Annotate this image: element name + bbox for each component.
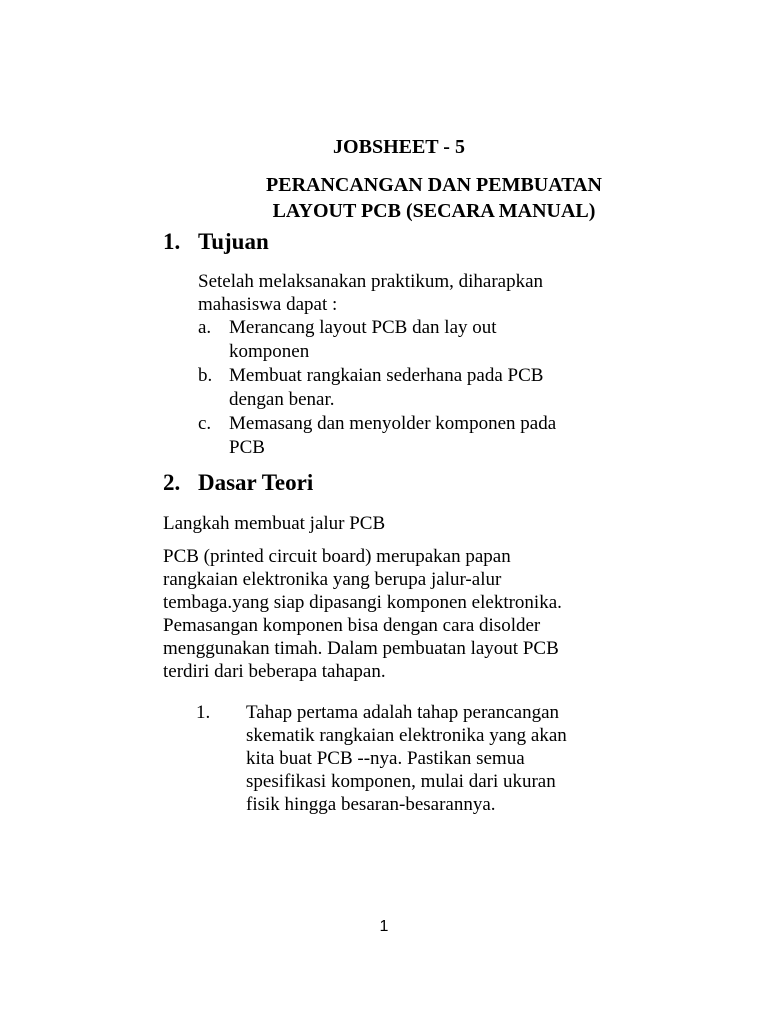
step-marker: 1. [196, 702, 211, 723]
subtitle-line: LAYOUT PCB (SECARA MANUAL) [272, 200, 596, 222]
step-item [193, 701, 633, 816]
list-item-text [229, 316, 497, 364]
paragraph-line: tembaga.yang siap dipasangi komponen elektronika. [163, 592, 562, 613]
theory-paragraph [163, 545, 653, 683]
paragraph-line: terdiri dari beberapa tahapan. [163, 661, 386, 682]
objective-list [198, 316, 638, 460]
list-item-text [229, 412, 556, 460]
section-heading-tujuan [163, 229, 269, 255]
list-item [198, 412, 638, 460]
document-subtitle [200, 172, 668, 224]
list-item-line: komponen [229, 341, 310, 362]
list-item-line: Memasang dan menyolder komponen pada [229, 413, 557, 434]
page-number: 1 [379, 918, 389, 935]
subtitle-line: PERANCANGAN DAN PEMBUATAN [266, 174, 602, 196]
step-line: spesifikasi komponen, mulai dari ukuran [246, 771, 556, 792]
list-marker: c. [198, 413, 212, 434]
list-item-line: PCB [229, 437, 265, 458]
section-number: 2. [163, 470, 181, 495]
section2-subheading: Langkah membuat jalur PCB [163, 513, 386, 534]
section-number: 1. [163, 229, 181, 254]
list-item [198, 316, 638, 364]
list-item-line: Membuat rangkaian sederhana pada PCB [229, 365, 544, 386]
step-line: fisik hingga besaran-besarannya. [246, 794, 496, 815]
paragraph-line: Pemasangan komponen bisa dengan cara disolder [163, 615, 541, 636]
intro-line: mahasiswa dapat : [198, 294, 338, 315]
list-item-line: Merancang layout PCB dan lay out [229, 317, 497, 338]
list-marker: b. [198, 365, 213, 386]
document-title: JOBSHEET - 5 [333, 136, 465, 158]
section-heading-dasar-teori [163, 470, 313, 496]
list-item-line: dengan benar. [229, 389, 335, 410]
section1-intro [198, 270, 638, 316]
step-line: skematik rangkaian elektronika yang akan [246, 725, 567, 746]
step-line: kita buat PCB --nya. Pastikan semua [246, 748, 525, 769]
section-title: Tujuan [198, 229, 269, 254]
step-text [246, 701, 567, 816]
section-title: Dasar Teori [198, 470, 314, 495]
step-line: Tahap pertama adalah tahap perancangan [246, 702, 560, 723]
list-item [198, 364, 638, 412]
list-item-text [229, 364, 543, 412]
paragraph-line: PCB (printed circuit board) merupakan papan [163, 546, 511, 567]
paragraph-line: menggunakan timah. Dalam pembuatan layout PCB [163, 638, 559, 659]
paragraph-line: rangkaian elektronika yang berupa jalur-alur [163, 569, 502, 590]
intro-line: Setelah melaksanakan praktikum, diharapkan [198, 271, 544, 292]
list-marker: a. [198, 317, 212, 338]
